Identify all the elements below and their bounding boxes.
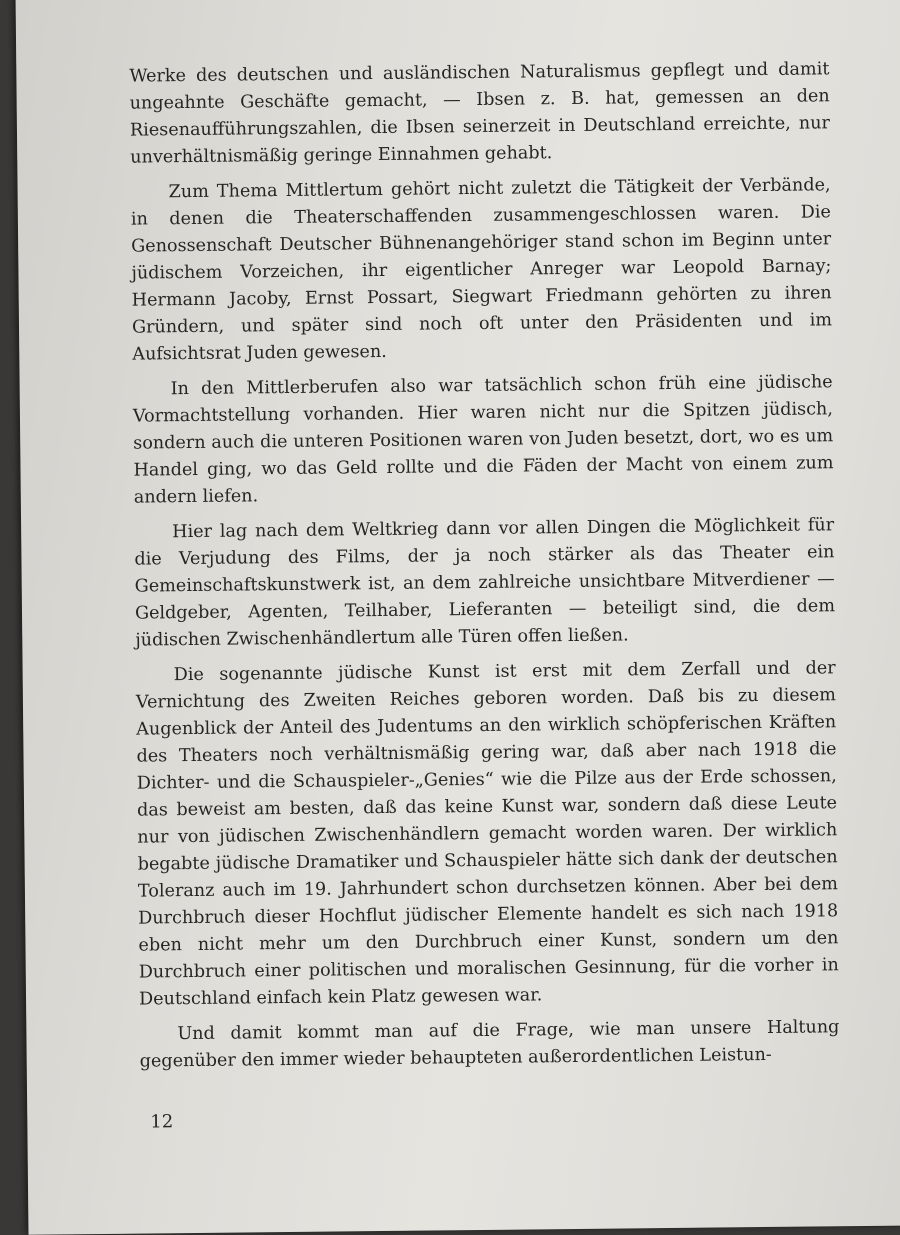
paragraph-6: Und damit kommt man auf die Frage, wie man unsere Haltung gegenüber den immer wieder behaupteten außerordentlichen Leistun-: [139, 1017, 840, 1072]
body-text: [129, 56, 840, 1083]
paragraph-2: Zum Thema Mittlertum gehört nicht zuletzt die Tätigkeit der Verbände, in denen die Theaterschaffenden zusammengeschlossen waren. Die Genossenschaft Deutscher Bühnenangehöriger stand schon im Beginn unter jüdischem Vorzeichen, ihr eigentlicher Anreger war Leopold Barnay; Hermann Jacoby, Ernst Possart, Siegwart Friedmann gehörten zu ihren Gründern, und später sind noch oft unter den Präsidenten und im Aufsichtsrat Juden gewesen.: [130, 175, 833, 365]
paragraph-3: In den Mittlerberufen also war tatsächlich schon früh eine jüdische Vormachtstellung vorhanden. Hier waren nicht nur die Spitzen jüdisch, sondern auch die unteren Positionen waren von Juden besetzt, dort, wo es um Handel ging, wo das Geld rollte und die Fäden der Macht von einem zum andern liefen.: [132, 372, 834, 508]
paragraph-1: Werke des deutschen und ausländischen Naturalismus gepflegt und damit ungeahnte Geschäfte gemacht, — Ibsen z. B. hat, gemessen an den Riesenaufführungszahlen, die Ibsen seinerzeit in Deutschland erreichte, nur unverhältnismäßig geringe Einnahmen gehabt.: [129, 59, 831, 168]
paragraph-4: Hier lag nach dem Weltkrieg dann vor allen Dingen die Möglichkeit für die Verjudung des Films, der ja noch stärker als das Theater ein Gemeinschaftskunstwerk ist, an dem zahlreiche unsichtbare Mitverdiener — Geldgeber, Agenten, Teilhaber, Lieferanten — beteiligt sind, die dem jüdischen Zwischenhändlertum alle Türen offen ließen.: [134, 515, 836, 651]
page-number: 12: [150, 1111, 174, 1133]
book-page: [16, 0, 900, 1235]
paragraph-5: Die sogenannte jüdische Kunst ist erst mit dem Zerfall und der Vernichtung des Zweiten Reiches geboren worden. Daß bis zu diesem Augenblick der Anteil des Judentums an den wirklich schöpferischen Kräften des Theaters noch verhältnismäßig gering war, daß aber nach 1918 die Dichter- und die Schauspieler-„Genies“ wie die Pilze aus der Erde schossen, das beweist am besten, daß das keine Kunst war, sondern daß diese Leute nur von jüdischen Zwischenhändlern gemacht worden waren. Der wirklich begabte jüdische Dramatiker und Schauspieler hätte sich dank der deutschen Toleranz auch im 19. Jahrhundert schon durchsetzen können. Aber bei dem Durchbruch dieser Hochflut jüdischer Elemente handelt es sich nach 1918 eben nicht mehr um den Durchbruch einer Kunst, sondern um den Durchbruch einer politischen und moralischen Gesinnung, für die vorher in Deutschland einfach kein Platz gewesen war.: [135, 658, 839, 1010]
